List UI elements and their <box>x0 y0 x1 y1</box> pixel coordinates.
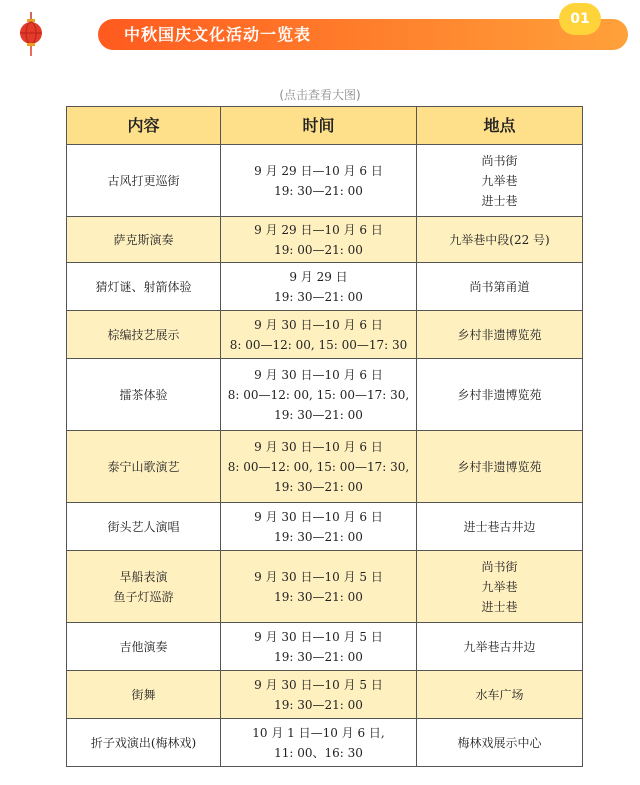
activity-cell <box>67 217 221 263</box>
place-cell <box>417 217 583 263</box>
time-cell-line: 9 月 29 日—10 月 6 日 <box>254 163 383 178</box>
place-cell <box>417 145 583 217</box>
activity-cell-line: 泰宁山歌演艺 <box>107 459 180 474</box>
view-large-image-caption[interactable]: (点击查看大图) <box>279 88 361 102</box>
place-cell <box>417 503 583 551</box>
place-cell-line: 九举巷中段(22 号) <box>449 232 550 247</box>
place-cell-line: 乡村非遗博览苑 <box>457 387 542 402</box>
table-row <box>67 359 583 431</box>
header <box>0 0 640 60</box>
time-cell-line: 19: 30—21: 00 <box>274 479 363 494</box>
time-cell-line: 19: 30—21: 00 <box>274 649 363 664</box>
time-cell-line: 19: 30—21: 00 <box>274 183 363 198</box>
place-cell <box>417 671 583 719</box>
time-cell-line: 9 月 30 日—10 月 5 日 <box>254 569 383 584</box>
table-row <box>67 145 583 217</box>
activity-cell-line: 鱼子灯巡游 <box>113 589 174 604</box>
activity-cell-line: 旱船表演 <box>119 569 168 584</box>
activity-cell <box>67 311 221 359</box>
table-header-row <box>67 107 583 145</box>
activity-cell-line: 吉他演奏 <box>119 639 168 654</box>
time-cell-line: 9 月 29 日 <box>289 269 348 284</box>
page-title: 中秋国庆文化活动一览表 <box>124 25 312 44</box>
place-cell-line: 九举巷古井边 <box>463 639 536 654</box>
time-cell <box>221 145 417 217</box>
place-cell-line: 尚书第甬道 <box>469 279 530 294</box>
activity-cell-line: 折子戏演出(梅林戏) <box>90 735 197 750</box>
time-cell <box>221 431 417 503</box>
time-cell-line: 9 月 30 日—10 月 5 日 <box>254 677 383 692</box>
time-cell-line: 8: 00—12: 00, 15: 00—17: 30 <box>229 337 408 352</box>
place-cell-line: 乡村非遗博览苑 <box>457 327 542 342</box>
activity-cell <box>67 671 221 719</box>
time-cell <box>221 217 417 263</box>
time-cell <box>221 311 417 359</box>
place-cell-line: 水车广场 <box>475 687 524 702</box>
place-cell-line: 梅林戏展示中心 <box>457 735 542 750</box>
activity-cell-line: 棕编技艺展示 <box>107 327 180 342</box>
section-number-badge: 01 <box>559 3 601 35</box>
place-cell-line: 乡村非遗博览苑 <box>457 459 542 474</box>
place-cell-line: 九举巷 <box>481 173 518 188</box>
place-cell-line: 尚书街 <box>481 559 518 574</box>
activity-cell <box>67 263 221 311</box>
time-cell <box>221 551 417 623</box>
time-cell-line: 19: 30—21: 00 <box>274 407 363 422</box>
table-row <box>67 431 583 503</box>
place-cell <box>417 263 583 311</box>
column-header-content: 内容 <box>67 107 221 145</box>
activity-cell-line: 街舞 <box>131 687 156 702</box>
time-cell-line: 19: 30—21: 00 <box>274 289 363 304</box>
place-cell <box>417 623 583 671</box>
activity-cell-line: 猜灯谜、射箭体验 <box>95 279 192 294</box>
time-cell-line: 11: 00、16: 30 <box>274 745 363 760</box>
time-cell-line: 19: 00—21: 00 <box>274 242 363 257</box>
time-cell <box>221 623 417 671</box>
time-cell-line: 9 月 30 日—10 月 6 日 <box>254 367 383 382</box>
table-row <box>67 719 583 767</box>
place-cell <box>417 719 583 767</box>
activity-cell <box>67 145 221 217</box>
time-cell-line: 9 月 30 日—10 月 6 日 <box>254 439 383 454</box>
table-row <box>67 551 583 623</box>
column-header-time: 时间 <box>221 107 417 145</box>
table-row <box>67 623 583 671</box>
place-cell-line: 九举巷 <box>481 579 518 594</box>
column-header-place: 地点 <box>417 107 583 145</box>
time-cell-line: 10 月 1 日—10 月 6 日, <box>252 725 385 740</box>
activity-cell <box>67 719 221 767</box>
time-cell <box>221 359 417 431</box>
activity-cell-line: 萨克斯演奏 <box>113 232 174 247</box>
place-cell-line: 进士巷 <box>481 599 518 614</box>
table-row <box>67 217 583 263</box>
table-row <box>67 311 583 359</box>
activity-cell-line: 古风打更巡街 <box>107 173 180 188</box>
time-cell <box>221 503 417 551</box>
time-cell-line: 9 月 30 日—10 月 5 日 <box>254 629 383 644</box>
activity-cell <box>67 431 221 503</box>
time-cell <box>221 263 417 311</box>
time-cell-line: 9 月 30 日—10 月 6 日 <box>254 317 383 332</box>
lantern-icon <box>18 12 44 56</box>
place-cell-line: 进士巷古井边 <box>463 519 536 534</box>
time-cell-line: 19: 30—21: 00 <box>274 589 363 604</box>
place-cell <box>417 431 583 503</box>
place-cell-line: 尚书街 <box>481 153 518 168</box>
place-cell <box>417 551 583 623</box>
activity-cell <box>67 551 221 623</box>
time-cell <box>221 719 417 767</box>
place-cell <box>417 311 583 359</box>
time-cell-line: 8: 00—12: 00, 15: 00—17: 30, <box>227 387 410 402</box>
time-cell-line: 8: 00—12: 00, 15: 00—17: 30, <box>227 459 410 474</box>
time-cell-line: 9 月 30 日—10 月 6 日 <box>254 509 383 524</box>
place-cell-line: 进士巷 <box>481 193 518 208</box>
time-cell-line: 9 月 29 日—10 月 6 日 <box>254 222 383 237</box>
place-cell <box>417 359 583 431</box>
activity-cell <box>67 503 221 551</box>
activity-schedule-table <box>66 106 583 767</box>
table-row <box>67 503 583 551</box>
table-row <box>67 671 583 719</box>
activity-cell <box>67 623 221 671</box>
activity-cell-line: 街头艺人演唱 <box>107 519 180 534</box>
time-cell-line: 19: 30—21: 00 <box>274 529 363 544</box>
title-banner <box>98 19 628 50</box>
time-cell-line: 19: 30—21: 00 <box>274 697 363 712</box>
activity-cell <box>67 359 221 431</box>
time-cell <box>221 671 417 719</box>
activity-cell-line: 擂茶体验 <box>119 387 168 402</box>
table-row <box>67 263 583 311</box>
